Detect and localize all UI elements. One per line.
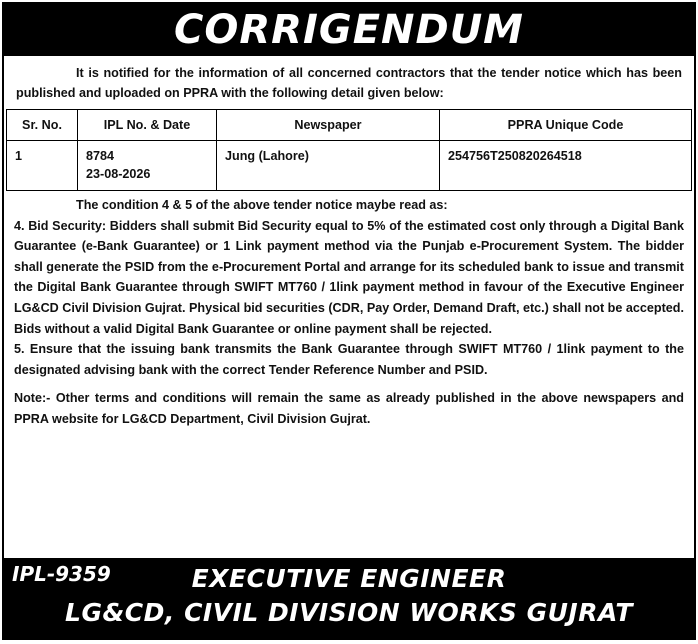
ipl-number: 8784 [86, 149, 115, 163]
cell-sr-no: 1 [7, 141, 78, 191]
corrigendum-notice [2, 2, 696, 640]
condition-5: 5. Ensure that the issuing bank transmits the Bank Guarantee through SWIFT MT760 / 1link payment to the designated advising bank with the correct Tender Reference Number and PSID. [14, 342, 684, 377]
cell-newspaper: Jung (Lahore) [217, 141, 440, 191]
signatory-title: EXECUTIVE ENGINEER [191, 564, 507, 593]
cell-ppra-code: 254756T250820264518 [440, 141, 692, 191]
table-row [7, 141, 692, 191]
title-banner [4, 4, 694, 56]
condition-4: 4. Bid Security: Bidders shall submit Bid Security equal to 5% of the estimated cost only through a Digital Bank Guarantee (e-Bank Guarantee) or 1 Link payment method via the Punjab e-Procurement System. The bidder shall generate the PSID from the e-Procurement Portal and arrange for its scheduled bank to issue and transmit the Digital Bank Guarantee through SWIFT MT760 / 1link payment method in favour of the Executive Engineer LG&CD Civil Division Gujrat. Physical bid securities (CDR, Pay Order, Demand Draft, etc.) shall not be accepted. Bids without a valid Digital Bank Guarantee or online payment shall be rejected. [14, 218, 684, 336]
signatory-office: LG&CD, CIVIL DIVISION WORKS GUJRAT [65, 598, 633, 627]
column-header-newspaper: Newspaper [217, 110, 440, 141]
conditions-section [14, 195, 684, 430]
column-header-ipl: IPL No. & Date [78, 110, 217, 141]
ipl-reference: IPL-9359 [12, 562, 111, 586]
conditions-intro: The condition 4 & 5 of the above tender notice maybe read as: [76, 198, 448, 212]
intro-paragraph: It is notified for the information of all concerned contractors that the tender notice which has been published and uploaded on PPRA with the following detail given below: [16, 66, 682, 100]
tender-details-table [6, 109, 692, 191]
note-paragraph: Note:- Other terms and conditions will remain the same as already published in the above newspapers and PPRA website for LG&CD Department, Civil Division Gujrat. [14, 391, 684, 426]
column-header-ppra-code: PPRA Unique Code [440, 110, 692, 141]
cell-ipl [78, 141, 217, 191]
ipl-date: 23-08-2026 [86, 167, 151, 181]
page-title: CORRIGENDUM [174, 7, 524, 53]
signature-footer [4, 558, 694, 638]
column-header-sr-no: Sr. No. [7, 110, 78, 141]
table-header-row [7, 110, 692, 141]
